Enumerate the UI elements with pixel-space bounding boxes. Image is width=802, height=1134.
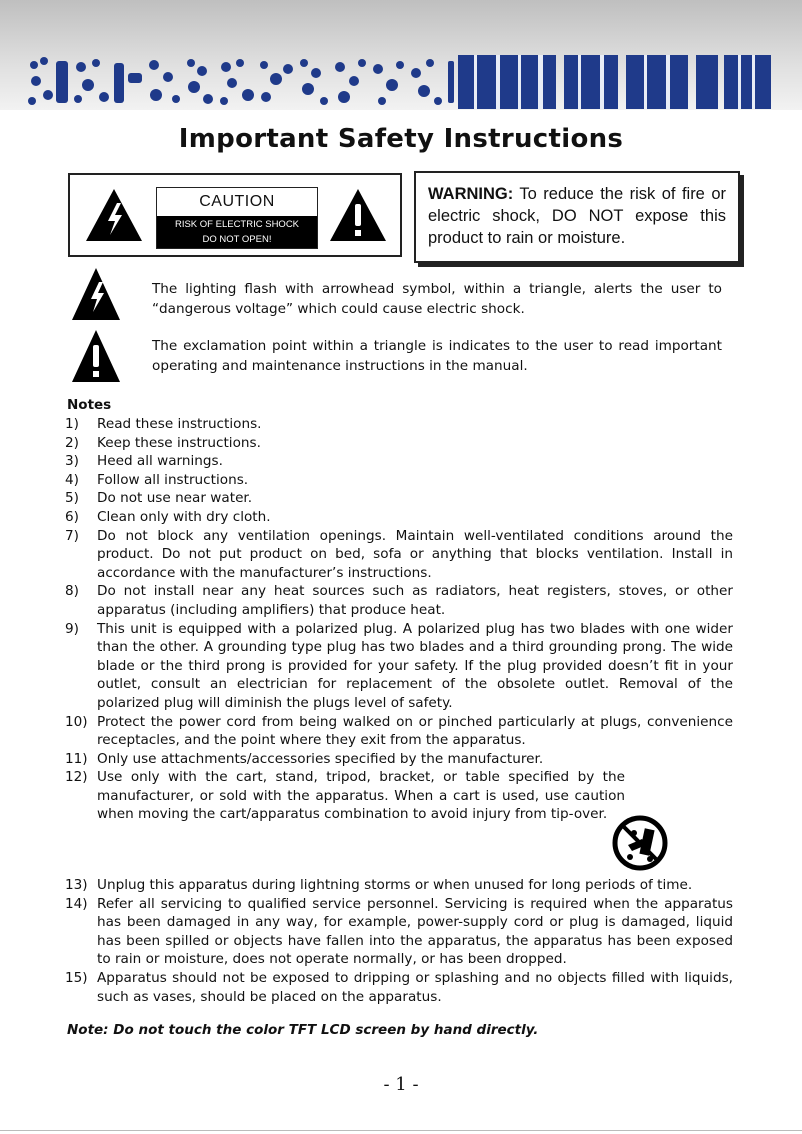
- list-item-number: 7): [65, 527, 79, 544]
- list-item-number: 15): [65, 969, 88, 986]
- notes-list: [65, 415, 733, 824]
- warning-text: To reduce the risk of fire or electric shock, DO NOT expose this product to rain or moisture.: [428, 185, 726, 247]
- list-item: [65, 452, 733, 471]
- list-item-number: 3): [65, 453, 79, 470]
- list-item: [65, 713, 733, 750]
- exclamation-triangle-icon: [328, 187, 388, 243]
- caution-label: [156, 187, 318, 249]
- list-item: [65, 489, 733, 508]
- list-item-number: 9): [65, 620, 79, 637]
- list-item-text: This unit is equipped with a polarized plug. A polarized plug has two blades with one wider than the other. A grounding type plug has two blades and a third grounding prong. The wide blade or the third prong is provided for your safety. If the plug provided doesn’t fit in your outlet, consult an electrician for replacement of the obsolete outlet. Removal of the polarized plug will diminish the plugs level of safety.: [97, 620, 733, 711]
- list-item-number: 2): [65, 434, 79, 451]
- list-item: [65, 969, 733, 1006]
- list-item-text: Unplug this apparatus during lightning storms or when unused for long periods of time.: [97, 877, 693, 893]
- warning-box: [414, 171, 740, 263]
- final-note: Note: Do not touch the color TFT LCD screen by hand directly.: [67, 1022, 539, 1038]
- list-item-text: Keep these instructions.: [97, 434, 261, 451]
- list-item: [65, 508, 733, 527]
- list-item-text: Do not install near any heat sources such as radiators, heat registers, stoves, or other apparatus (including amplifiers) that produce heat.: [97, 583, 733, 618]
- caution-symbol-box: [68, 173, 402, 257]
- list-item: [65, 750, 733, 769]
- lightning-triangle-icon: [84, 187, 144, 243]
- list-item-number: 1): [65, 416, 79, 432]
- list-item-number: 14): [65, 895, 88, 912]
- list-item: [65, 876, 733, 895]
- list-item-number: 8): [65, 583, 79, 600]
- list-item: [65, 582, 733, 619]
- page-title: Important Safety Instructions: [178, 124, 624, 154]
- list-item-text: Only use attachments/accessories specified by the manufacturer.: [97, 750, 544, 767]
- page-number: - 1 -: [383, 1074, 419, 1095]
- list-item-text: Do not block any ventilation openings. Maintain well-ventilated conditions around the product. Do not put product on bed, sofa or anything that blocks ventilation. Install in accordance with the manufacturer’s instructions.: [97, 527, 733, 581]
- list-item-number: 13): [65, 877, 88, 893]
- list-item-text: Read these instructions.: [97, 416, 262, 432]
- caution-subtext-line1: RISK OF ELECTRIC SHOCK: [174, 219, 300, 230]
- notes-heading: Notes: [67, 397, 112, 413]
- cart-tip-over-warning-icon: [612, 815, 668, 871]
- list-item-text: Apparatus should not be exposed to dripping or splashing and no objects filled with liquids, such as vases, should be placed on the apparatus.: [97, 969, 733, 1005]
- caution-subtext-line2: DO NOT OPEN!: [202, 234, 272, 245]
- list-item-number: 5): [65, 490, 79, 507]
- list-item-text: Follow all instructions.: [97, 471, 249, 488]
- list-item-text: Refer all servicing to qualified service personnel. Servicing is required when the apparatus has been damaged in any way, for example, power-supply cord or plug is damaged, liquid has been spilled or objects have fallen into the apparatus, the apparatus has been exposed to rain or moisture, does not operate normally, or has been dropped.: [97, 895, 733, 968]
- list-item: [65, 434, 733, 453]
- exclamation-symbol-description: The exclamation point within a triangle is indicates to the user to read important operating and maintenance instructions in the manual.: [152, 338, 722, 374]
- lightning-symbol-description: The lighting flash with arrowhead symbol, within a triangle, alerts the user to “dangerous voltage” which could cause electric shock.: [152, 281, 722, 317]
- warning-label: WARNING:: [428, 185, 514, 203]
- lightning-triangle-icon: [70, 266, 122, 322]
- bottom-rule: [0, 1130, 802, 1131]
- list-item-text: Clean only with dry cloth.: [97, 508, 271, 525]
- list-item-text: Protect the power cord from being walked on or pinched particularly at plugs, convenience receptacles, and the point where they exit from the apparatus.: [97, 713, 733, 749]
- list-item-number: 12): [65, 769, 88, 786]
- list-item-number: 11): [65, 750, 88, 767]
- list-item: [65, 527, 733, 583]
- list-item-text: Heed all warnings.: [97, 453, 223, 470]
- list-item: [65, 895, 733, 969]
- list-item-number: 10): [65, 713, 88, 730]
- list-item: [65, 415, 733, 434]
- list-item-text: Use only with the cart, stand, tripod, bracket, or table specified by the manufacturer, or sold with the apparatus. When a cart is used, use caution when moving the cart/apparatus combination to avoid injury from tip-over.: [97, 769, 625, 823]
- caution-subtext: [157, 216, 317, 248]
- list-item: [65, 471, 733, 490]
- decorative-banner: [26, 55, 771, 109]
- notes-list-continued: [65, 876, 733, 1006]
- list-item: [65, 620, 733, 713]
- list-item-number: 6): [65, 508, 79, 525]
- list-item-number: 4): [65, 471, 79, 488]
- list-item: [65, 768, 625, 824]
- list-item-text: Do not use near water.: [97, 490, 253, 507]
- caution-title: CAUTION: [199, 193, 275, 210]
- exclamation-triangle-icon: [70, 328, 122, 384]
